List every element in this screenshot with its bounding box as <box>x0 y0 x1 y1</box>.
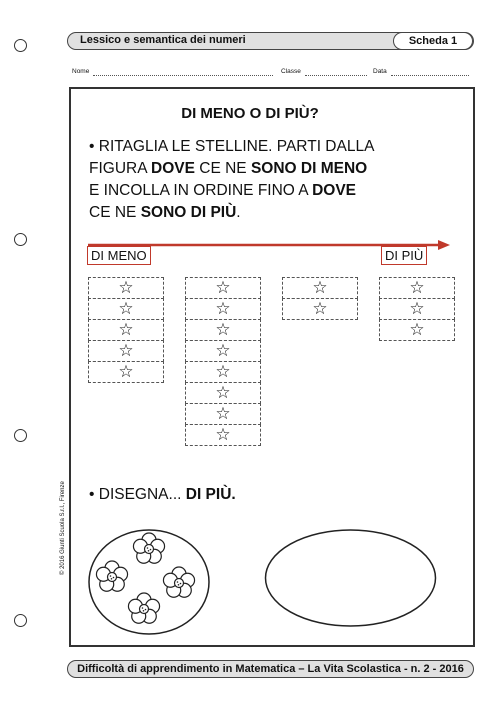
page-title: DI MENO O DI PIÙ? <box>181 105 319 122</box>
sheet-number: Scheda 1 <box>393 32 473 50</box>
star-cell: ☆ <box>185 361 261 383</box>
less-label: DI MENO <box>87 246 151 265</box>
footer-bar: Difficoltà di apprendimento in Matematica – La Vita Scolastica - n. 2 - 2016 <box>67 660 474 678</box>
star-cell: ☆ <box>379 277 455 299</box>
instruction-line-1: • RITAGLIA LE STELLINE. PARTI DALLA <box>89 138 375 155</box>
empty-drawing-oval[interactable] <box>263 527 438 629</box>
instruction-text <box>89 136 449 224</box>
star-cell: ☆ <box>185 298 261 320</box>
star-cell: ☆ <box>379 319 455 341</box>
star-cell: ☆ <box>379 298 455 320</box>
name-field <box>93 75 273 76</box>
header-bar <box>67 32 474 50</box>
date-label: Data <box>373 68 387 75</box>
star-cell: ☆ <box>282 298 358 320</box>
star-cell: ☆ <box>282 277 358 299</box>
drawing-instruction: • DISEGNA... DI PIÙ. <box>89 486 236 503</box>
star-cell: ☆ <box>185 382 261 404</box>
star-column <box>379 278 455 341</box>
header-title: Lessico e semantica dei numeri <box>80 34 246 46</box>
star-cell: ☆ <box>185 277 261 299</box>
instruction-line-3: E INCOLLA IN ORDINE FINO A DOVE <box>89 182 357 199</box>
instruction-line-4: CE NE SONO DI PIÙ. <box>89 204 241 221</box>
punch-hole <box>14 39 27 52</box>
flowers-circle <box>86 527 212 637</box>
star-column <box>88 278 164 383</box>
copyright-note: © 2016 Giunti Scuola S.r.l., Firenze <box>60 481 66 575</box>
name-label: Nome <box>72 68 90 75</box>
date-field <box>391 75 469 76</box>
star-cell: ☆ <box>88 298 164 320</box>
star-cell: ☆ <box>185 403 261 425</box>
class-label: Classe <box>281 68 301 75</box>
punch-hole <box>14 233 27 246</box>
more-label: DI PIÙ <box>381 246 427 265</box>
punch-hole <box>14 429 27 442</box>
star-column <box>282 278 358 320</box>
star-cell: ☆ <box>88 361 164 383</box>
star-column <box>185 278 261 446</box>
star-cell: ☆ <box>88 340 164 362</box>
star-cell: ☆ <box>88 277 164 299</box>
instruction-line-2: FIGURA DOVE CE NE SONO DI MENO <box>89 160 368 177</box>
punch-hole <box>14 614 27 627</box>
star-cell: ☆ <box>185 424 261 446</box>
class-field <box>305 75 367 76</box>
star-cell: ☆ <box>185 340 261 362</box>
star-cell: ☆ <box>185 319 261 341</box>
star-cell: ☆ <box>88 319 164 341</box>
